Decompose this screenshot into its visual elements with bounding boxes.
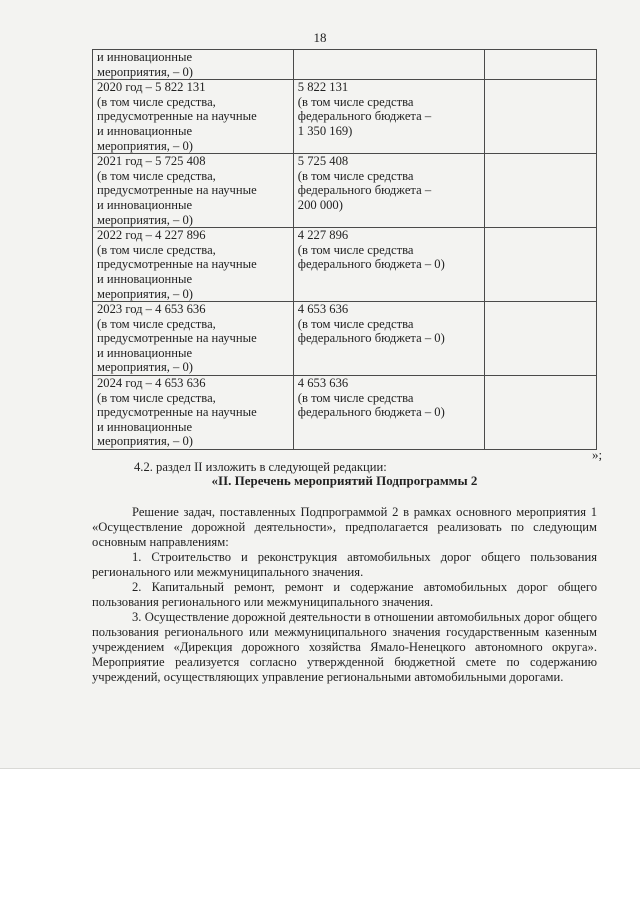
table-cell-total: и инновационные мероприятия, – 0) bbox=[93, 50, 294, 80]
table-row bbox=[93, 80, 597, 154]
table-cell-empty bbox=[485, 50, 597, 80]
subsection-heading: 4.2. раздел II изложить в следующей редакции: bbox=[134, 460, 387, 474]
table-row bbox=[93, 376, 597, 450]
table-cell-total: 2024 год – 4 653 636 (в том числе средства, предусмотренные на научные и инновационные мероприятия, – 0) bbox=[93, 376, 294, 450]
paragraph-intro: Решение задач, поставленных Подпрограммой 2 в рамках основного мероприятия 1 «Осуществление дорожной деятельности», предполагается реализовать по следующим основным направлениям: bbox=[92, 505, 597, 549]
table-cell-budget: 4 653 636 (в том числе средства федерального бюджета – 0) bbox=[293, 376, 485, 450]
table-cell-budget bbox=[293, 50, 485, 80]
table-cell-budget: 5 725 408 (в том числе средства федерального бюджета – 200 000) bbox=[293, 154, 485, 228]
table-cell-total: 2023 год – 4 653 636 (в том числе средства, предусмотренные на научные и инновационные мероприятия, – 0) bbox=[93, 302, 294, 376]
table-row bbox=[93, 154, 597, 228]
table-cell-empty bbox=[485, 302, 597, 376]
table-row bbox=[93, 302, 597, 376]
section-title: «II. Перечень мероприятий Подпрограммы 2 bbox=[211, 473, 478, 488]
table-row bbox=[93, 228, 597, 302]
table-row bbox=[93, 50, 597, 80]
table-cell-empty bbox=[485, 80, 597, 154]
table-cell-total: 2022 год – 4 227 896 (в том числе средства, предусмотренные на научные и инновационные мероприятия, – 0) bbox=[93, 228, 294, 302]
paragraph-item-3: 3. Осуществление дорожной деятельности в отношении автомобильных дорог общего пользования регионального или межмуниципального значения государственным казенным учреждением «Дирекция дорожного хозяйства Ямало-Ненецкого автономного округа». Мероприятие реализуется согласно утвержденной бюджетной смете по содержанию учреждений, осуществляющих управление региональными автомобильными дорогами. bbox=[92, 610, 597, 684]
paragraph-item-2: 2. Капитальный ремонт, ремонт и содержание автомобильных дорог общего пользования регионального или межмуниципального значения. bbox=[92, 580, 597, 609]
page-number: 18 bbox=[313, 30, 327, 45]
table-cell-empty bbox=[485, 228, 597, 302]
body-text bbox=[92, 505, 597, 685]
table-cell-budget: 5 822 131 (в том числе средства федерального бюджета – 1 350 169) bbox=[293, 80, 485, 154]
paragraph-item-1: 1. Строительство и реконструкция автомобильных дорог общего пользования регионального или межмуниципального значения. bbox=[92, 550, 597, 579]
table-cell-budget: 4 653 636 (в том числе средства федерального бюджета – 0) bbox=[293, 302, 485, 376]
table-cell-empty bbox=[485, 154, 597, 228]
table-cell-total: 2020 год – 5 822 131 (в том числе средства, предусмотренные на научные и инновационные мероприятия, – 0) bbox=[93, 80, 294, 154]
budget-table bbox=[92, 49, 597, 450]
table-cell-empty bbox=[485, 376, 597, 450]
table-cell-budget: 4 227 896 (в том числе средства федерального бюджета – 0) bbox=[293, 228, 485, 302]
table-cell-total: 2021 год – 5 725 408 (в том числе средства, предусмотренные на научные и инновационные мероприятия, – 0) bbox=[93, 154, 294, 228]
closing-quote-mark: »; bbox=[592, 447, 603, 462]
